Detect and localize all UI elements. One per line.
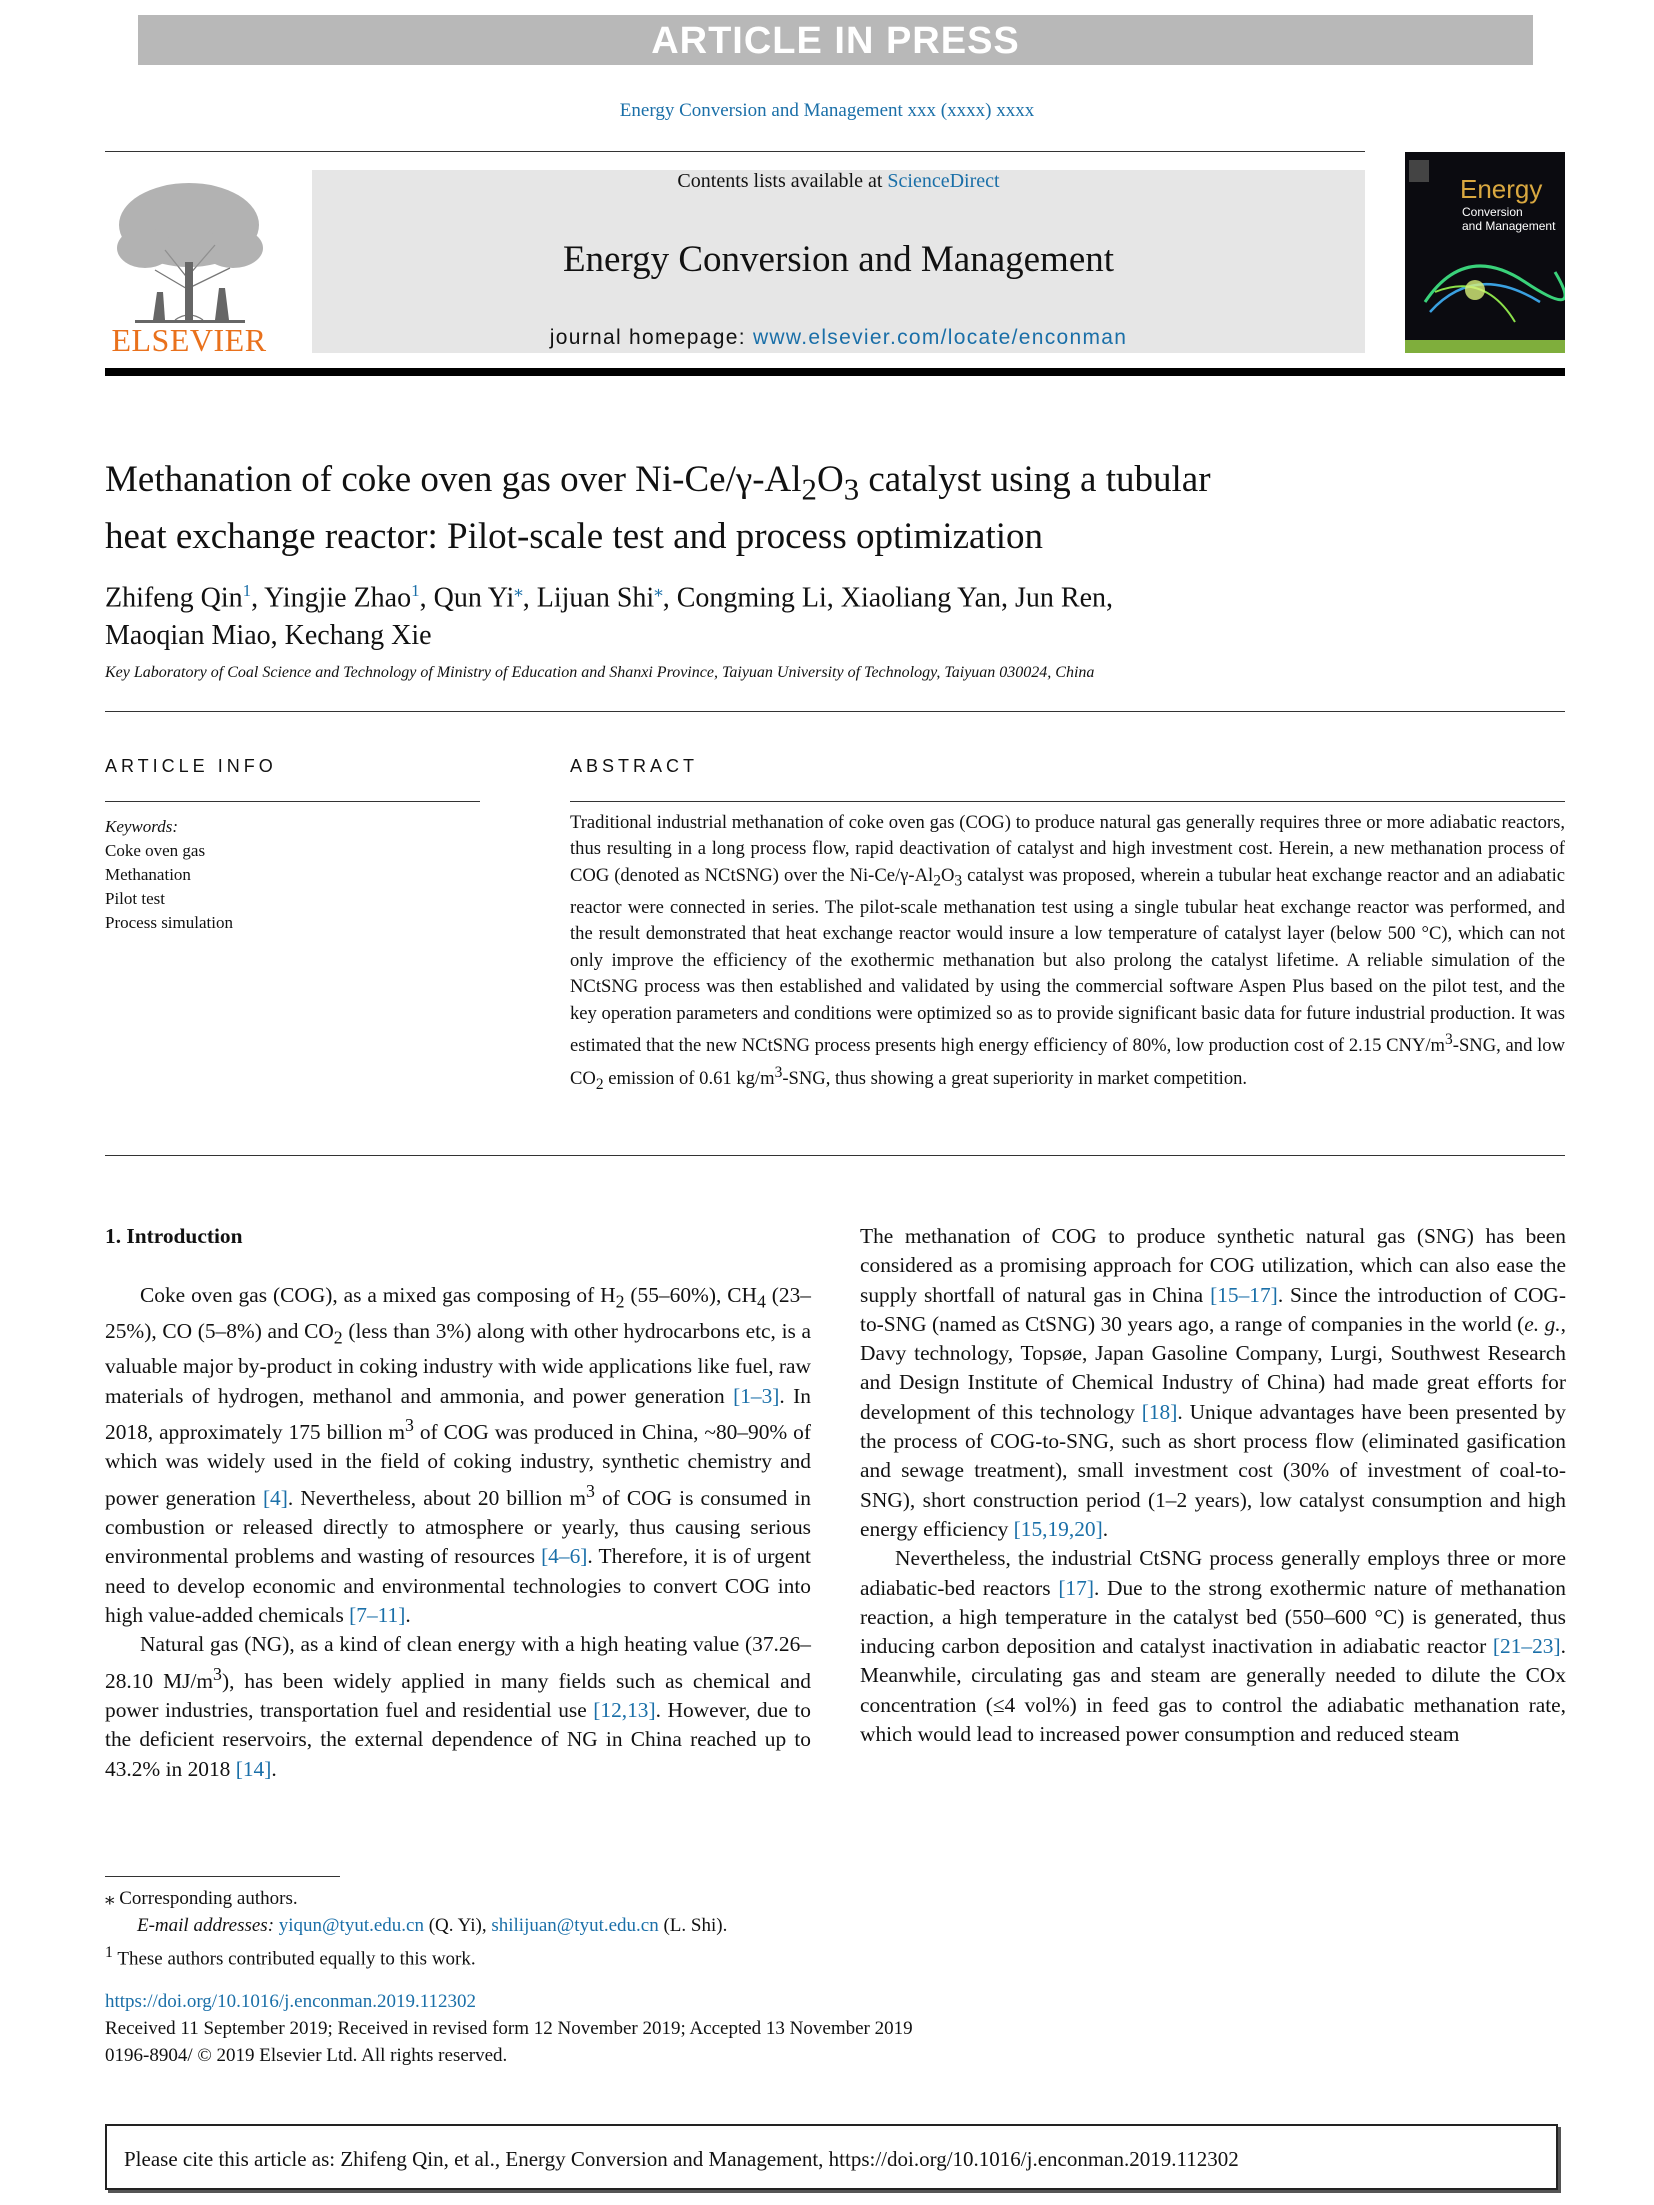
article-info-heading: ARTICLE INFO	[105, 756, 277, 776]
cite-box: Please cite this article as: Zhifeng Qin, et al., Energy Conversion and Management, https://doi.org/10.1016/j.enconman.2019.112302	[105, 2124, 1558, 2190]
equal-contribution-note	[105, 1939, 905, 1972]
author-2[interactable]: Yingjie Zhao	[264, 582, 412, 614]
contents-line	[312, 170, 1365, 193]
journal-homepage	[312, 326, 1365, 350]
affiliation: Key Laboratory of Coal Science and Technology of Ministry of Education and Shanxi Province, Taiyuan University of Technology, Taiyuan 030024, China	[105, 664, 1095, 681]
equal-mark: 1	[105, 1944, 113, 1961]
abstract-text	[570, 810, 1565, 1098]
equal-text: These authors contributed equally to this work.	[117, 1948, 476, 1970]
abstract-part-5: -SNG, thus showing a great superiority in market competition.	[782, 1067, 1248, 1089]
abstract-part-2: catalyst was proposed, wherein a tubular heat exchange reactor and an adiabatic reactor were connected in series. The pilot-scale methanation test using a single tubular heat exchange reactor was performed, and the result demonstrated that heat exchange reactor would insure a low temperature of catalyst layer (below 500 °C), which can not only improve the efficiency of the exothermic methanation but also prolong the catalyst lifetime. A reliable simulation of the NCtSNG process was then established and validated by using the commercial software Aspen Plus based on the pilot test, and the key operation parameters and conditions were optimized so as to provide significant basic data for future industrial production. It was estimated that the new NCtSNG process presents high energy efficiency of 80%, low production cost of 2.15 CNY/m	[570, 864, 1565, 1057]
contents-prefix: Contents lists available at	[677, 170, 883, 192]
abstract-heading: ABSTRACT	[570, 756, 699, 776]
title-part-c: catalyst using a tubular	[859, 459, 1211, 500]
author-4[interactable]: Lijuan Shi	[536, 582, 655, 614]
author-2-mark[interactable]: 1	[411, 581, 420, 600]
email-note	[105, 1912, 905, 1939]
title-line-1	[105, 456, 1555, 513]
publisher-name: ELSEVIER	[111, 322, 267, 358]
abstract-sup-2: 3	[774, 1063, 783, 1081]
email-2-who: (L. Shi).	[658, 1915, 728, 1936]
corresponding-note: ⁎ Corresponding authors.	[105, 1888, 298, 1909]
author-4-mark[interactable]: ⁎	[654, 581, 663, 600]
abstract-part-4: emission of 0.61 kg/m	[603, 1067, 775, 1089]
abstract-part-1: Traditional industrial methanation of coke oven gas (COG) to produce natural gas generally requires three or more adiabatic reactors, thus resulting in a long process flow, rapid deactivation of catalyst and high investment cost. Herein, a new methanation process of COG (denoted as NCtSNG) over the Ni-Ce/γ-Al	[570, 812, 1565, 886]
keyword-item: Methanation	[105, 865, 191, 884]
cover-subtitle-line2: and Management	[1462, 219, 1556, 233]
title-part-a: Methanation of coke oven gas over Ni-Ce/γ-Al	[105, 459, 802, 500]
homepage-link[interactable]: www.elsevier.com/locate/enconman	[752, 326, 1128, 349]
body-paragraph: Nevertheless, the industrial CtSNG process generally employs three or more adiabatic-bed reactors [17]. Due to the strong exothermic nature of methanation reaction, a high temperature in the catalyst bed (550–600 °C) is generated, thus inducing carbon deposition and catalyst inactivation in adiabatic reactor [21–23]. Meanwhile, circulating gas and steam are generally needed to dilute the COx concentration (≤4 vol%) in feed gas to control the adiabatic methanation rate, which would lead to increased power consumption and reduced steam	[860, 1546, 1567, 1747]
article-in-press-banner: ARTICLE IN PRESS	[138, 15, 1533, 65]
cover-subtitle-line1: Conversion	[1462, 205, 1523, 219]
body-left-column	[105, 1222, 811, 1784]
footnote-rule	[105, 1876, 340, 1877]
abstract-sup-1: 3	[1445, 1030, 1453, 1048]
body-paragraph: Coke oven gas (COG), as a mixed gas composing of $H_2$ (55–60%), $CH_4$ (23–25%), CO (5–8%) and $CO_2$ (less than 3%) along with other hydrocarbons etc, is a valuable major by-product in coking industry with wide applications like fuel, raw materials of hydrogen, methanol and ammonia, and power generation [1–3]. In 2018, approximately 175 billion $m^3$ of COG was produced in China, ~80–90% of which was widely used in the field of coking industry, synthetic chemistry and power generation [4]. Nevertheless, about 20 billion $m^3$ of COG is consumed in combustion or released directly to atmosphere or yearly, thus causing serious environmental problems and wasting of resources [4–6]. Therefore, it is of urgent need to develop economic and environmental technologies to convert COG into high value-added chemicals [7–11].	[105, 1283, 811, 1628]
abstract-sub-3: 2	[595, 1075, 604, 1093]
title-sub-1: 2	[801, 472, 817, 507]
keyword-item: Process simulation	[105, 913, 233, 932]
keyword-item: Coke oven gas	[105, 841, 206, 860]
keyword-item: Pilot test	[105, 889, 165, 908]
cover-title: Energy	[1460, 174, 1543, 204]
abstract-rule	[570, 801, 1565, 802]
footnotes	[105, 1885, 905, 1972]
author-1[interactable]: Zhifeng Qin	[105, 582, 243, 614]
keywords-label: Keywords:	[105, 817, 179, 836]
author-3-mark[interactable]: ⁎	[514, 581, 523, 600]
abstract-sub-2: 3	[954, 872, 963, 890]
article-title	[105, 456, 1555, 561]
abstract-bottom-rule	[105, 1155, 1565, 1156]
body-paragraph: The methanation of COG to produce synthetic natural gas (SNG) has been considered as a promising approach for COG utilization, which can also ease the supply shortfall of natural gas in China [15–17]. Since the introduction of COG-to-SNG (named as CtSNG) 30 years ago, a range of companies in the world (e. g., Davy technology, Topsøe, Japan Gasoline Company, Lurgi, Southwest Research and Design Institute of Chemical Industry of China) had made great efforts for development of this technology [18]. Unique advantages have been presented by the process of COG-to-SNG, such as short process flow (eliminated gasification and sewage treatment), small investment cost (30% of investment of coal-to-SNG), short construction period (1–2 years), low catalyst consumption and high energy efficiency [15,19,20].	[860, 1224, 1566, 1541]
email-link-2[interactable]: shilijuan@tyut.edu.cn	[491, 1915, 659, 1936]
abstract-sub-1: 2	[933, 872, 941, 890]
homepage-prefix: journal homepage:	[549, 326, 746, 349]
body-paragraph: Natural gas (NG), as a kind of clean energy with a high heating value (37.26–28.10 $MJ/m^3$), has been widely applied in many fields such as chemical and power industries, transportation fuel and residential use [12,13]. However, due to the deficient reservoirs, the external dependence of NG in China reached up to 43.2% in 2018 [14].	[105, 1632, 811, 1781]
header-rule	[105, 151, 1365, 152]
body-right-column	[860, 1222, 1566, 1749]
author-1-mark[interactable]: 1	[242, 581, 252, 600]
abstract-part-1b: O	[940, 864, 955, 886]
cover-subtitle	[1462, 205, 1562, 233]
email-link-1[interactable]: yiqun@tyut.edu.cn	[278, 1915, 424, 1936]
authors-line-2: Maoqian Miao, Kechang Xie	[105, 620, 432, 652]
received-dates: Received 11 September 2019; Received in revised form 12 November 2019; Accepted 13 November 2019	[105, 2018, 913, 2039]
article-info-rule	[105, 801, 480, 802]
title-line-2: heat exchange reactor: Pilot-scale test and process optimization	[105, 516, 1044, 558]
doi-block	[105, 1988, 1105, 2069]
section-heading: 1. Introduction	[105, 1224, 243, 1248]
authors-line-1: Zhifeng Qin$^1$, Yingjie Zhao$^1$, Qun Yi⁎, Lijuan Shi⁎, Congming Li, Xiaoliang Yan, Jun Ren,	[105, 581, 1114, 614]
top-journal-reference[interactable]	[0, 100, 1654, 122]
email-label: E-mail addresses:	[137, 1915, 275, 1936]
keywords-block	[105, 815, 465, 935]
doi-link[interactable]: https://doi.org/10.1016/j.enconman.2019.112302	[105, 1991, 477, 2012]
email-1-who: (Q. Yi),	[423, 1915, 492, 1936]
title-rule	[105, 711, 1565, 712]
journal-title: Energy Conversion and Management	[562, 239, 1115, 280]
author-list	[105, 572, 1555, 655]
sciencedirect-link[interactable]: ScienceDirect	[887, 170, 1000, 192]
header-thick-rule	[105, 368, 1565, 376]
abstract-part-3: -SNG, and low CO	[570, 1035, 1566, 1089]
copyright: 0196-8904/ © 2019 Elsevier Ltd. All rights reserved.	[105, 2045, 508, 2066]
journal-reference-link[interactable]: Energy Conversion and Management xxx (xxxx) xxxx	[619, 100, 1035, 121]
author-3[interactable]: Qun Yi	[433, 582, 515, 614]
title-part-b: O	[816, 459, 844, 500]
authors-rest: Congming Li, Xiaoliang Yan, Jun Ren,	[676, 582, 1114, 614]
title-sub-2: 3	[843, 472, 860, 507]
